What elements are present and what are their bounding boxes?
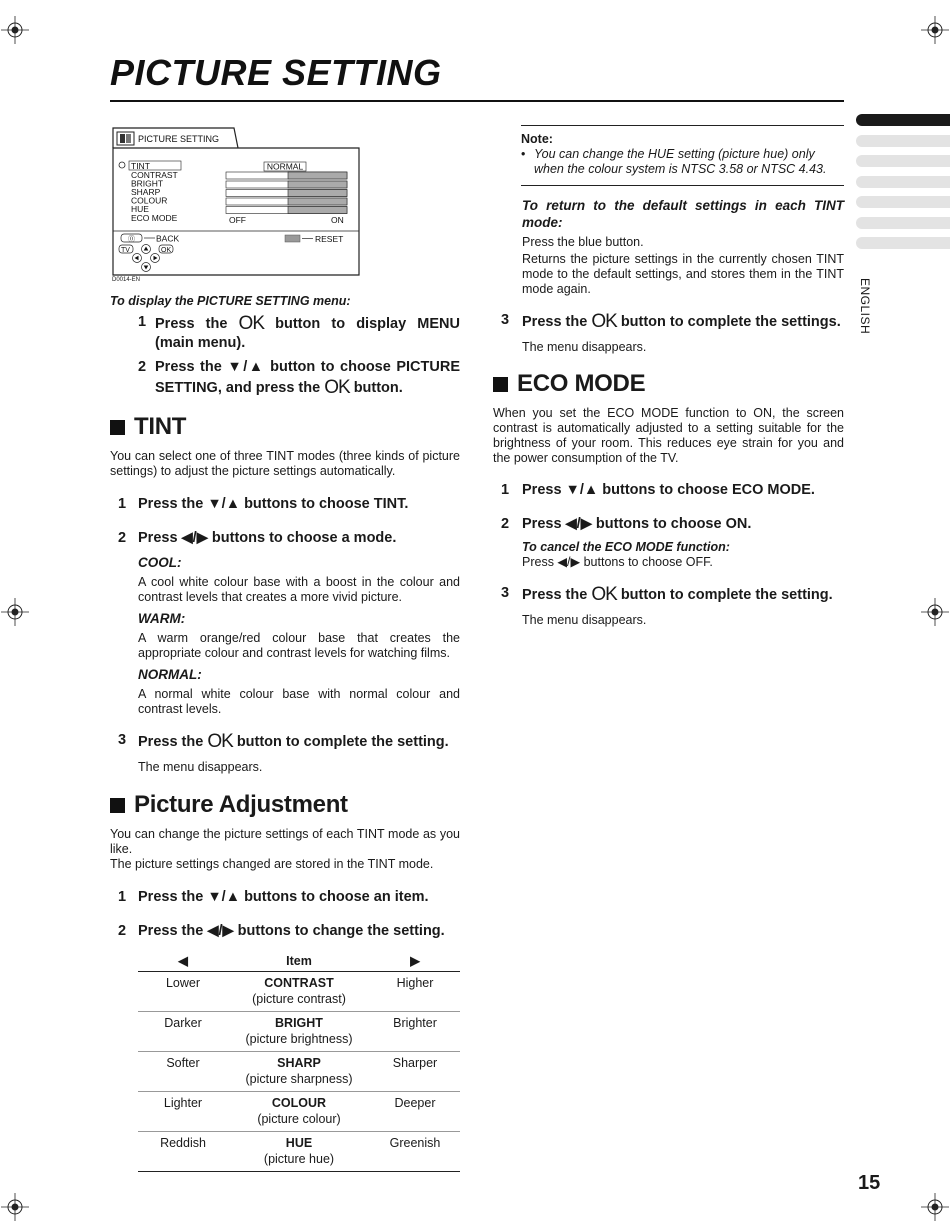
osd-item: HUE — [131, 204, 149, 214]
mode-label-warm: WARM: — [138, 611, 186, 626]
mode-desc-warm: A warm orange/red colour base that creates the appropriate colour and contrast levels for watching films. — [138, 631, 460, 660]
registration-mark-top-left-icon — [1, 16, 29, 44]
left-column — [110, 294, 460, 1172]
page-number: 15 — [858, 1172, 881, 1194]
section-tab — [856, 196, 950, 208]
right-step-3: 3 Press the OK button to complete the settings. — [501, 311, 841, 332]
figure-code: D0014-EN — [112, 277, 141, 283]
mode-label-normal: NORMAL: — [138, 667, 202, 682]
eco-cancel-text: Press ◀/▶ buttons to choose OFF. — [522, 555, 713, 569]
osd-reset-label: RESET — [315, 234, 344, 244]
table-header-decrease: ◀ — [138, 951, 228, 972]
adjust-intro-2: The picture settings changed are stored in the TINT mode. — [110, 857, 434, 871]
section-tab — [856, 155, 950, 167]
section-tab — [856, 237, 950, 249]
osd-item: COLOUR — [131, 195, 168, 206]
heading-square-icon — [493, 377, 508, 392]
ok-button-glyph-icon: OK — [591, 584, 617, 605]
display-step-1: 1 Press the OK button to display MENU (main menu). — [138, 313, 460, 351]
table-row: Lighter COLOUR (picture colour) Deeper — [138, 1092, 460, 1132]
table-header-item: Item — [228, 951, 370, 972]
table-row: Lower CONTRAST (picture contrast) Higher — [138, 972, 460, 1012]
registration-mark-top-right-icon — [921, 16, 949, 44]
section-tab-active — [856, 114, 950, 126]
registration-mark-bottom-right-icon — [921, 1193, 949, 1221]
registration-mark-bottom-left-icon — [1, 1193, 29, 1221]
note-box — [521, 125, 844, 186]
tint-step-1: 1 Press the ▼/▲ buttons to choose TINT. — [118, 496, 409, 512]
return-default-line-1: Press the blue button. — [522, 235, 644, 249]
page-title: PICTURE SETTING — [110, 52, 442, 93]
adjust-intro-1: You can change the picture settings of each TINT mode as you like. — [110, 827, 460, 856]
svg-text:TV: TV — [121, 247, 130, 254]
eco-intro: When you set the ECO MODE function to ON, the screen contrast is automatically adjusted to a setting suitable for the brightness of your room. This reduces eye strain for you and the power consumption of the TV. — [493, 406, 844, 465]
eco-cancel-heading: To cancel the ECO MODE function: — [522, 540, 730, 554]
mode-desc-normal: A normal white colour base with normal colour and contrast levels. — [138, 687, 460, 716]
tint-step-2: 2 Press ◀/▶ buttons to choose a mode. — [118, 530, 397, 546]
eco-mode-heading: ECO MODE — [493, 370, 844, 398]
adjust-step-2: 2 Press the ◀/▶ buttons to change the setting. — [118, 923, 445, 939]
display-menu-heading: To display the PICTURE SETTING menu: — [110, 294, 351, 308]
eco-step-3: 3 Press the OK button to complete the setting. — [501, 584, 833, 605]
picture-setting-osd-illustration — [110, 127, 360, 277]
osd-item: BRIGHT — [131, 178, 164, 189]
osd-header: PICTURE SETTING — [138, 134, 220, 144]
osd-item: CONTRAST — [131, 170, 178, 180]
table-row: Softer SHARP (picture sharpness) Sharper — [138, 1052, 460, 1092]
osd-off-label: OFF — [229, 215, 246, 225]
eco-step-2: 2 Press ◀/▶ buttons to choose ON. — [501, 516, 752, 532]
selection-icon — [119, 162, 125, 168]
note-title: Note: — [521, 132, 553, 146]
adjust-step-1: 1 Press the ▼/▲ buttons to choose an item. — [118, 889, 429, 905]
title-rule — [110, 100, 844, 102]
section-tab — [856, 135, 950, 147]
osd-item: SHARP — [131, 187, 161, 197]
heading-square-icon — [110, 420, 125, 435]
section-tabs — [856, 114, 950, 258]
osd-on-label: ON — [331, 215, 344, 225]
picture-adjustment-heading: Picture Adjustment — [110, 791, 460, 819]
picture-adjustment-table — [138, 951, 460, 1172]
registration-mark-mid-left-icon — [1, 598, 29, 626]
eco-step-3-result: The menu disappears. — [522, 613, 647, 627]
osd-tint-value: NORMAL — [266, 161, 304, 172]
mode-label-cool: COOL: — [138, 555, 182, 570]
section-tab — [856, 217, 950, 229]
ok-button-glyph-icon: OK — [324, 377, 350, 398]
svg-text:OK: OK — [161, 247, 172, 254]
ok-button-glyph-icon: OK — [591, 311, 617, 332]
language-tab: ENGLISH — [858, 278, 872, 335]
osd-item: TINT — [131, 161, 150, 171]
tint-heading: TINT — [110, 413, 460, 441]
tint-modes — [138, 555, 460, 717]
osd-item: ECO MODE — [131, 213, 178, 223]
tint-step-3: 3 Press the OK button to complete the setting. — [118, 731, 449, 752]
section-tab — [856, 176, 950, 188]
table-row: Darker BRIGHT (picture brightness) Brighter — [138, 1012, 460, 1052]
table-header-increase: ▶ — [370, 951, 460, 972]
table-row: Reddish HUE (picture hue) Greenish — [138, 1132, 460, 1172]
heading-square-icon — [110, 798, 125, 813]
return-default-heading: To return to the default settings in each TINT mode: — [522, 198, 844, 230]
tint-step-3-result: The menu disappears. — [138, 760, 263, 774]
display-step-2: 2 Press the ▼/▲ button to choose PICTURE SETTING, and press the OK button. — [138, 359, 460, 398]
ok-button-glyph-icon: OK — [238, 313, 264, 334]
return-default-line-2: Returns the picture settings in the currently chosen TINT mode to the default settings, and stores them in the TINT mode again. — [522, 252, 844, 296]
registration-mark-mid-right-icon — [921, 598, 949, 626]
svg-text:⓪: ⓪ — [128, 236, 135, 243]
eco-step-1: 1 Press ▼/▲ buttons to choose ECO MODE. — [501, 482, 815, 498]
right-column — [493, 125, 844, 628]
blue-button-icon — [285, 235, 300, 242]
mode-desc-cool: A cool white colour base with a boost in the colour and contrast levels that creates a more vivid picture. — [138, 575, 460, 604]
tint-intro: You can select one of three TINT modes (three kinds of picture settings) to adjust the picture settings automatically. — [110, 449, 460, 478]
picture-setting-icon — [117, 132, 134, 145]
bullet-icon: • — [521, 147, 526, 161]
ok-button-glyph-icon: OK — [207, 731, 233, 752]
osd-back-label: BACK — [156, 233, 180, 244]
right-step-3-result: The menu disappears. — [522, 340, 647, 354]
note-item: • You can change the HUE setting (picture hue) only when the colour system is NTSC 3.58 or NTSC 4.43. — [521, 147, 827, 176]
